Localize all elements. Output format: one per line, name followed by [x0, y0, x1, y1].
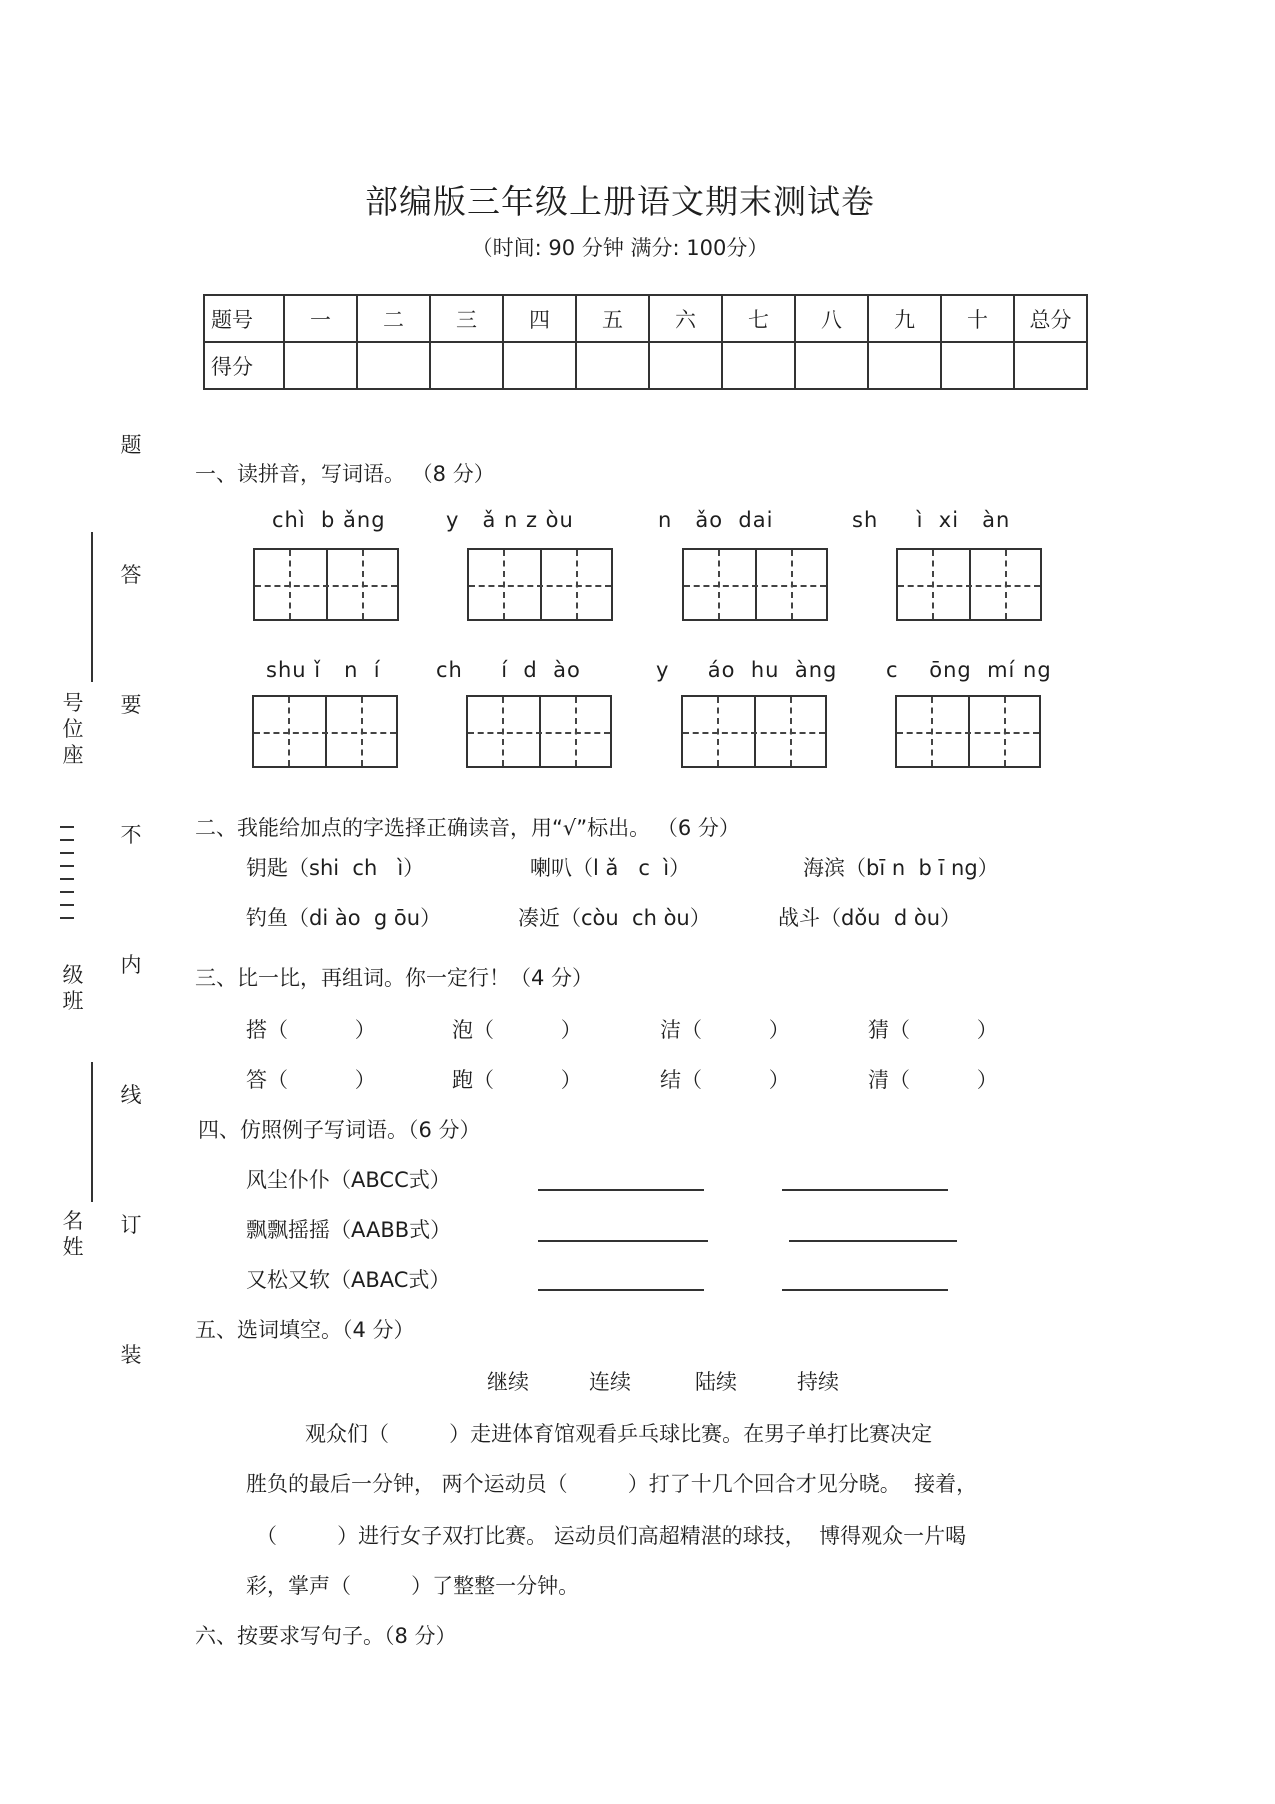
score-table-cell: 题号 — [204, 295, 284, 342]
score-input-cell[interactable] — [284, 342, 357, 389]
answer-line[interactable] — [538, 1240, 708, 1242]
tianzige-box[interactable] — [682, 548, 828, 621]
example-word: 风尘仆仆（ABCC式） — [246, 1168, 451, 1192]
word-blank[interactable]: 清（ ） — [868, 1068, 998, 1092]
word-blank[interactable]: 猜（ ） — [868, 1018, 998, 1042]
score-table-cell: 一 — [284, 295, 357, 342]
seal-char: 题 — [120, 433, 142, 457]
score-input-cell[interactable] — [868, 342, 941, 389]
passage-line: 彩，掌声（ ）了整整一分钟。 — [246, 1574, 580, 1598]
binding-line — [91, 1062, 93, 1202]
seal-char: 订 — [120, 1213, 142, 1237]
word-blank[interactable]: 答（ ） — [246, 1068, 376, 1092]
exam-info: （时间: 90 分钟 满分: 100分） — [471, 236, 769, 260]
word-blank[interactable]: 结（ ） — [660, 1068, 790, 1092]
question-6-heading: 六、按要求写句子。（8 分） — [195, 1624, 457, 1648]
question-2-heading: 二、我能给加点的字选择正确读音，用“√”标出。 （6 分） — [195, 816, 740, 840]
binding-dashes — [60, 826, 74, 930]
example-word: 飘飘摇摇（AABB式） — [246, 1218, 452, 1242]
seal-char: 内 — [120, 953, 142, 977]
word-choice: 持续 — [797, 1370, 839, 1394]
tianzige-box[interactable] — [681, 695, 827, 768]
pinyin: y ǎ n z òu — [446, 508, 574, 532]
score-input-cell[interactable] — [357, 342, 430, 389]
score-input-cell[interactable] — [941, 342, 1014, 389]
answer-line[interactable] — [538, 1289, 704, 1291]
score-table-header-row — [204, 295, 1087, 342]
tianzige-box[interactable] — [467, 548, 613, 621]
seal-char: 装 — [120, 1343, 142, 1367]
binding-line — [91, 532, 93, 682]
score-table-cell: 九 — [868, 295, 941, 342]
word-choice: 陆续 — [695, 1370, 737, 1394]
seat-number-label: 号位座 — [62, 691, 84, 767]
score-table-cell: 四 — [503, 295, 576, 342]
word-choice: 继续 — [487, 1370, 529, 1394]
score-input-cell[interactable] — [503, 342, 576, 389]
pinyin: sh ì xi àn — [852, 508, 1011, 532]
seal-char: 答 — [120, 563, 142, 587]
seal-char: 线 — [120, 1083, 142, 1107]
score-input-cell[interactable] — [649, 342, 722, 389]
question-5-heading: 五、选词填空。（4 分） — [195, 1318, 415, 1342]
tianzige-box[interactable] — [466, 695, 612, 768]
pronunciation-choice[interactable]: 海滨（bī n b ī ng） — [803, 856, 999, 880]
word-blank[interactable]: 洁（ ） — [660, 1018, 790, 1042]
tianzige-box[interactable] — [896, 548, 1042, 621]
tianzige-box[interactable] — [253, 548, 399, 621]
score-table-cell: 六 — [649, 295, 722, 342]
score-input-cell[interactable] — [576, 342, 649, 389]
word-choice: 连续 — [589, 1370, 631, 1394]
answer-line[interactable] — [538, 1189, 704, 1191]
passage-line: 胜负的最后一分钟， 两个运动员（ ）打了十几个回合才见分晓。 接着， — [246, 1472, 978, 1496]
score-input-cell[interactable] — [722, 342, 795, 389]
example-word: 又松又软（ABAC式） — [246, 1268, 451, 1292]
pinyin: chì b ǎng — [272, 508, 386, 532]
pinyin: ch í d ào — [436, 658, 581, 682]
score-table — [203, 294, 1088, 390]
passage-line: 观众们（ ）走进体育馆观看乒乓球比赛。在男子单打比赛决定 — [305, 1422, 933, 1446]
pinyin: n ǎo dai — [658, 508, 774, 532]
score-table-score-row — [204, 342, 1087, 389]
question-1-heading: 一、读拼音，写词语。 （8 分） — [195, 462, 495, 486]
score-table-cell: 三 — [430, 295, 503, 342]
passage-line: （ ）进行女子双打比赛。 运动员们高超精湛的球技， 博得观众一片喝 — [256, 1524, 967, 1548]
score-table-cell: 五 — [576, 295, 649, 342]
tianzige-box[interactable] — [895, 695, 1041, 768]
answer-line[interactable] — [782, 1189, 948, 1191]
question-4-heading: 四、仿照例子写词语。（6 分） — [198, 1118, 481, 1142]
pronunciation-choice[interactable]: 战斗（dǒu d òu） — [778, 906, 962, 930]
pronunciation-choice[interactable]: 喇叭（l ǎ c ì） — [530, 856, 691, 880]
pronunciation-choice[interactable]: 钥匙（shi ch ì） — [246, 856, 425, 880]
score-table-cell: 十 — [941, 295, 1014, 342]
pinyin: y áo hu àng — [656, 658, 838, 682]
answer-line[interactable] — [789, 1240, 957, 1242]
question-3-heading: 三、比一比，再组词。你一定行！（4 分） — [195, 966, 594, 990]
word-blank[interactable]: 泡（ ） — [452, 1018, 582, 1042]
page-title: 部编版三年级上册语文期末测试卷 — [365, 182, 875, 221]
tianzige-box[interactable] — [252, 695, 398, 768]
pronunciation-choice[interactable]: 凑近（còu ch òu） — [518, 906, 711, 930]
score-input-cell[interactable] — [430, 342, 503, 389]
score-input-cell[interactable] — [1014, 342, 1087, 389]
class-label: 级班 — [62, 963, 84, 1013]
score-input-cell[interactable] — [795, 342, 868, 389]
pinyin: c ōng mí ng — [886, 658, 1052, 682]
answer-line[interactable] — [782, 1289, 948, 1291]
seal-char: 不 — [120, 823, 142, 847]
pronunciation-choice[interactable]: 钓鱼（di ào g ōu） — [246, 906, 442, 930]
score-table-cell: 七 — [722, 295, 795, 342]
word-blank[interactable]: 搭（ ） — [246, 1018, 376, 1042]
score-table-cell: 总分 — [1014, 295, 1087, 342]
name-label: 名姓 — [62, 1209, 84, 1259]
score-table-cell: 八 — [795, 295, 868, 342]
seal-char: 要 — [120, 693, 142, 717]
word-blank[interactable]: 跑（ ） — [452, 1068, 582, 1092]
score-table-cell: 二 — [357, 295, 430, 342]
pinyin: shu ǐ n í — [266, 658, 381, 682]
score-row-label: 得分 — [204, 342, 284, 389]
